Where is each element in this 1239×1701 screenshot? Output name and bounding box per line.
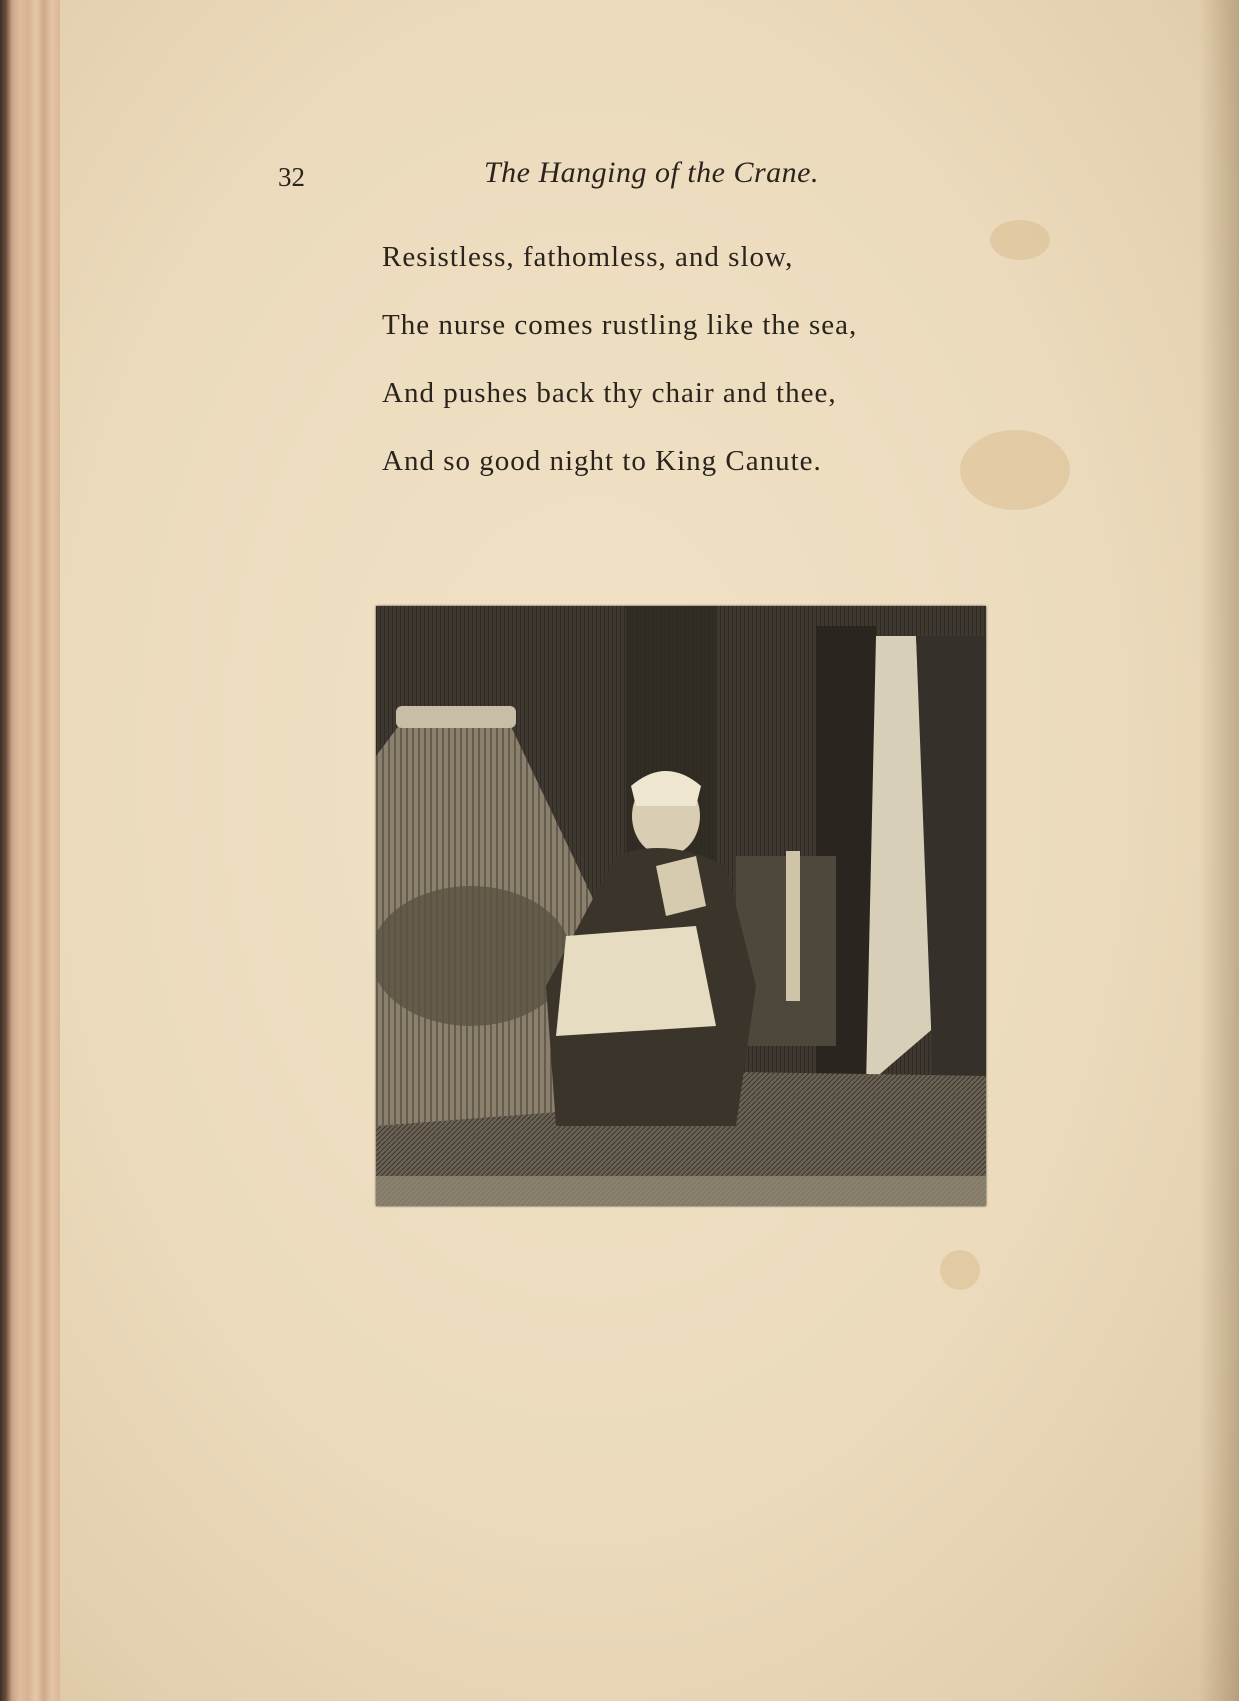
verse-stanza [382, 240, 1002, 512]
page-edges [0, 0, 60, 1701]
gutter-shadow [1199, 0, 1239, 1701]
page-number: 32 [278, 162, 305, 192]
engraving-drawing [376, 606, 986, 1206]
verse-line: Resistless, fathomless, and slow, [382, 241, 794, 273]
running-head: The Hanging of the Crane. [484, 156, 819, 189]
chair-post [786, 851, 800, 1001]
engraving-illustration [376, 606, 986, 1206]
rug-fringe [376, 1176, 986, 1206]
canopy-crown [396, 706, 516, 728]
nurse-apron [556, 926, 716, 1036]
verse-line: And so good night to King Canute. [382, 445, 822, 477]
cradle [376, 886, 571, 1026]
verse-line: The nurse comes rustling like the sea, [382, 309, 858, 341]
paper-stain [940, 1250, 980, 1290]
verse-line: And pushes back thy chair and thee, [382, 377, 837, 409]
